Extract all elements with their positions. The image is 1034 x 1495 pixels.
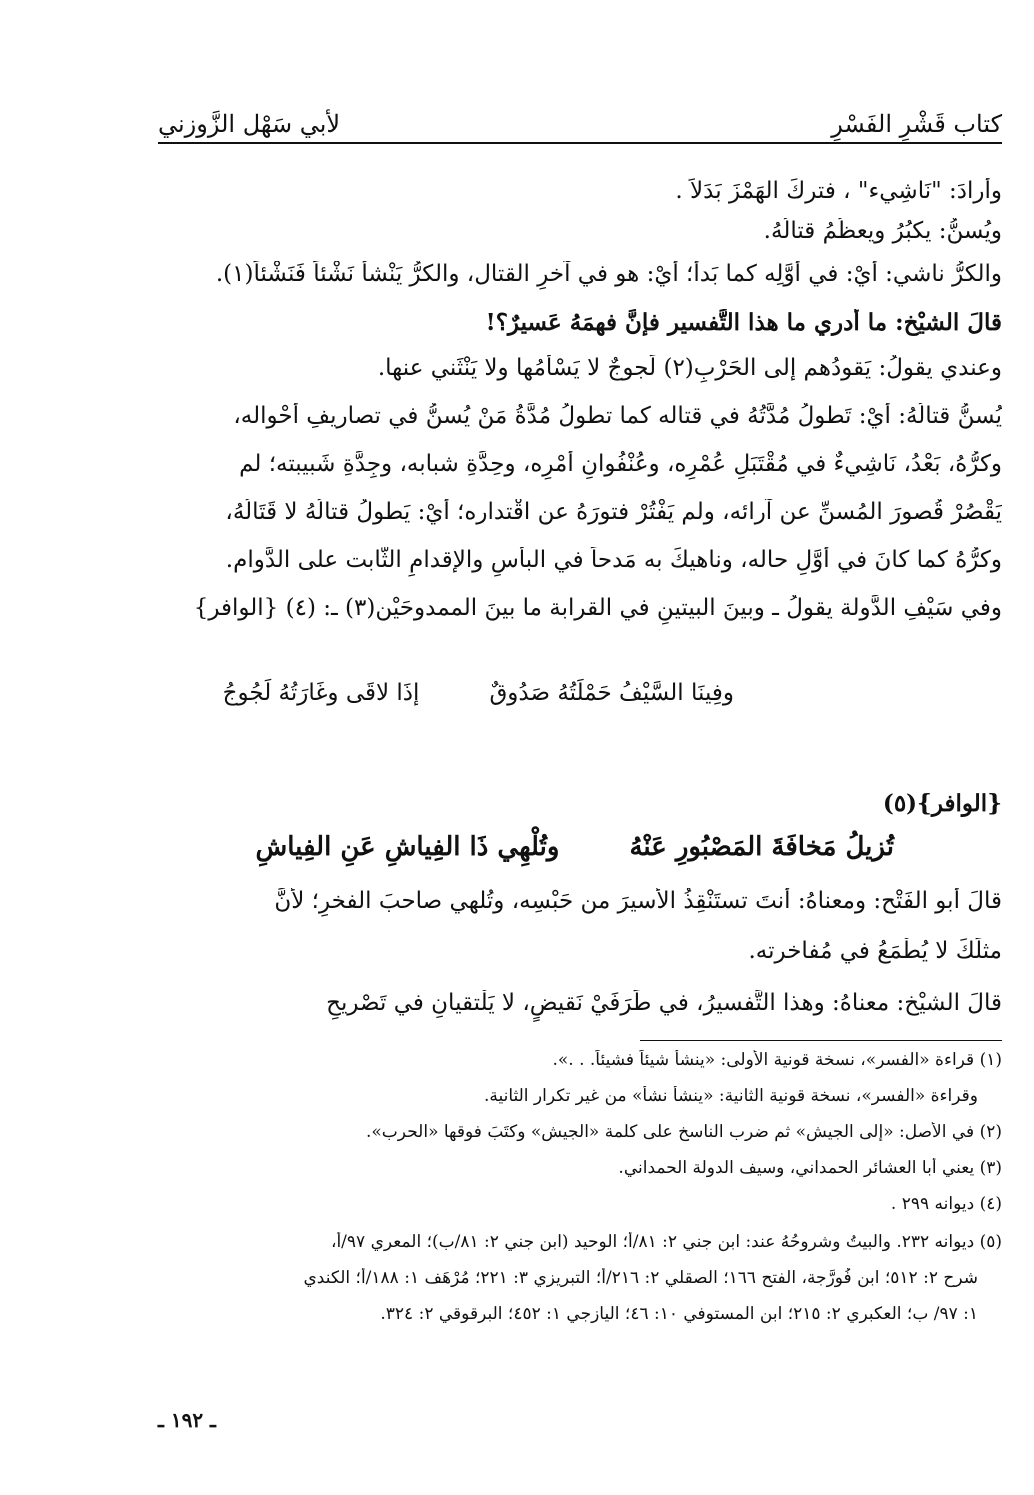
text-line: وكرُّهُ كما كانَ في أوَّلِ حاله، وناهيكَ به مَدحاً في البأسِ والإقدامِ الثَّابت على الدَّوام. [225,547,1002,573]
text-line: قالَ الشيْخ: ما أدري ما هذا التَّفسير فإنَّ فهمَهُ عَسيرٌ؟! [485,309,1002,336]
footnote: (٥) ديوانه ٢٣٢. والبيتُ وشروحُهُ عند: ابن جني ٢: ٨١/أ؛ الوحيد (ابن جني ٢: ٨١/ب)؛ المعري ٩٧/أ، [330,1232,1002,1252]
header-rule [158,142,1002,144]
running-header [158,98,1002,138]
text-line: وأرادَ: "نَاشِيء" ، فتركَ الهَمْزَ بَدَلاً . [675,178,1002,204]
text-line: والكرُّ ناشي: أَيْ: في أوَّلِه كما بَدأ؛ أيْ: هو في آخرِ القتال، والكرُّ يَنْشأُ نَشْئاً فَنَشْئاً(١). [215,261,1002,287]
text-line: قالَ الشيْخ: معناهُ: وهذا التَّفسيرُ، في طَرَفَيْ نَقيضٍ، لا يَلْتقيانِ في تَصْريحِ [326,990,1002,1016]
text-line: يُسنُّ قتالُهُ: أَيْ: تَطولُ مُدَّتُهُ في قتاله كما تطولُ مُدَّةُ مَنْ يُسنُّ في تصاريفِ أحْواله، [233,403,1002,429]
footnote: (٤) ديوانه ٢٩٩ . [890,1194,1002,1214]
meter-label: {الوافر}(٥) [882,790,1002,817]
text-line: قالَ أبو الفَتْح: ومعناهُ: أنتَ تستَنْقِذُ الأسيرَ من حَبْسِه، وتُلهي صاحبَ الفخرِ؛ لأنَّ [274,888,1002,914]
header-author: لأبي سَهْل الزَّوزني [158,110,341,138]
header-book-title: كتاب قَشْرِ الفَسْرِ [831,110,1002,138]
text-line: يَقْصُرْ قُصورَ المُسنِّ عن آرائه، ولم يَفْتُرْ فتورَهُ عن اقْتداره؛ أيْ: يَطولُ قتالُهُ لا قَتَالُهُ، [225,499,1002,525]
footnote: (٢) في الأصل: «إلى الجيش» ثم ضرب الناسخ على كلمة «الجيش» وكتَبَ فوقها «الحرب». [366,1122,1002,1142]
page-number: ـ ١٩٢ ـ [158,1408,216,1432]
text-line: وكرُّهُ، بَعْدُ، نَاشِيءٌ في مُقْتَبَلِ عُمْرِه، وعُنْفُوانِ أمْرِه، وحِدَّةِ شبابه، وجِدَّةِ شَبيبته؛ لم [239,451,1002,477]
footnote: ١: ٩٧/ ب؛ العكبري ٢: ٢١٥؛ ابن المستوفي ١٠: ٤٦؛ اليازجي ١: ٤٥٢؛ البرقوقي ٢: ٣٢٤. [380,1304,978,1324]
verse-2-first-hemistich: تُزيلُ مَخافَةَ المَصْبُورِ عَنْهُ [629,832,894,862]
text-line: ويُسنُّ: يكبُرُ ويعظُمُ قتالُهُ. [763,218,1002,244]
footnote: (٣) يعني أبا العشائر الحمداني، وسيف الدولة الحمداني. [618,1158,1002,1178]
verse-2-second-hemistich: وتُلْهِي ذَا الفِياشِ عَنِ الفِياشِ [255,832,560,862]
text-line: مثلَكَ لا يُطْمَعُ في مُفاخرته. [748,938,1002,964]
footnote: (١) قراءة «الفسر»، نسخة قونية الأولى: «ينشأ شيئاً فشيئاً. . .». [552,1050,1002,1070]
footnote: وقراءة «الفسر»، نسخة قونية الثانية: «ينشأ نشأ» من غير تكرار الثانية. [483,1086,978,1106]
main-text-lower [158,888,1002,1038]
text-line: وفي سَيْفِ الدَّولة يقولُ ـ وبينَ البيتينِ في القرابة ما بينَ الممدوحَيْن(٣) ـ: (٤) {الوافر} [193,595,1002,621]
text-line: وعندي يقولُ: يَقودُهم إلى الحَرْبِ(٢) لَجوجٌ لا يَسْأمُها ولا يَنْثَني عنها. [377,355,1002,381]
footnote: شرح ٢: ٥١٢؛ ابن فُورَّجة، الفتح ١٦٦؛ الصقلي ٢: ٢١٦/أ؛ التبريزي ٣: ٢٢١؛ مُرْهَف ١: ١٨٨/أ؛ الكندي [303,1268,978,1288]
verse-1 [223,680,734,706]
footnote-rule [640,1040,1002,1041]
verse-1-second-hemistich: إذَا لاقَى وغَارَتُهُ لَجُوجُ [222,680,420,706]
main-text-upper [158,178,1002,635]
verse-1-first-hemistich: وفِينَا السَّيْفُ حَمْلَتُهُ صَدُوقٌ [489,680,734,706]
verse-2 [255,832,894,862]
